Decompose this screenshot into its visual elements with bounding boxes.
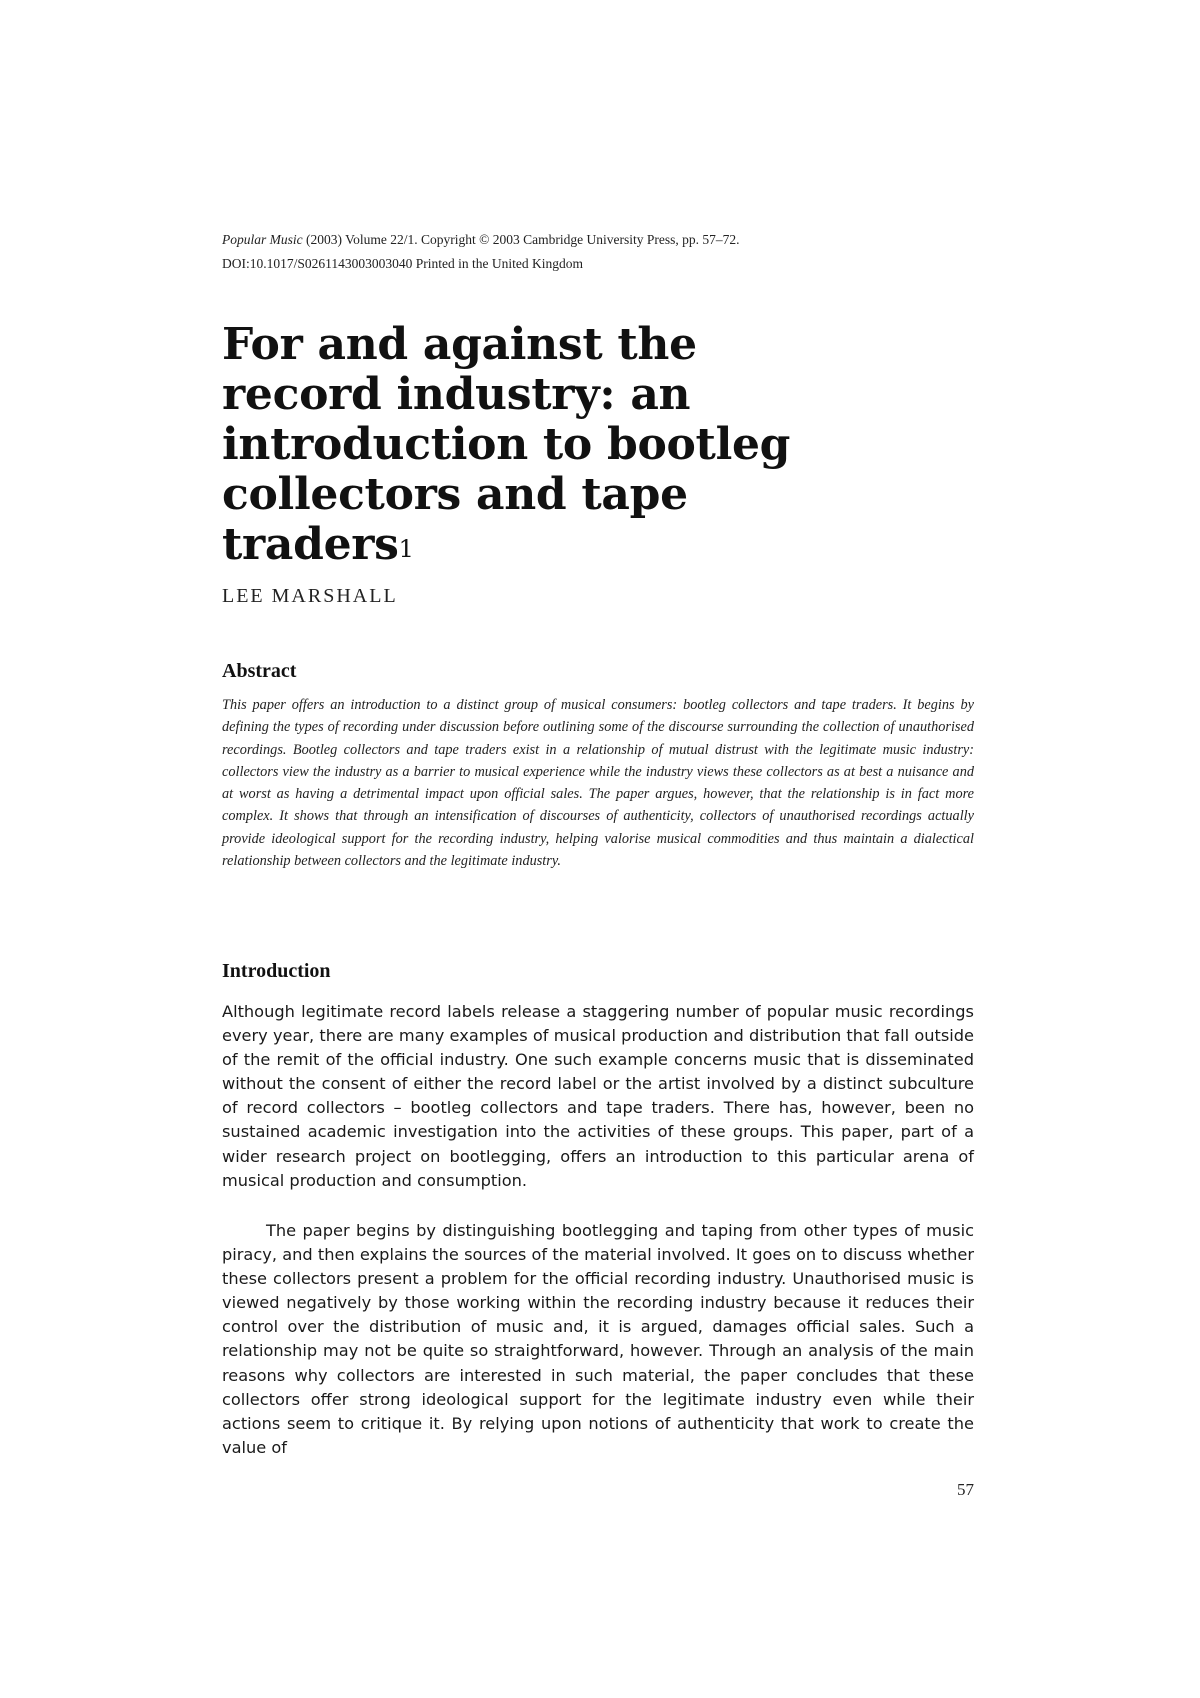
body-paragraph: The paper begins by distinguishing bootlegging and taping from other types of music piracy, and then explains the sources of the material involved. It goes on to discuss whether these collectors present a problem for the official recording industry. Unauthorised music is viewed negatively by those working within the recording industry because it reduces their control over the distribution of music and, it is argued, damages official sales. Such a relationship may not be quite so straightforward, however. Through an analysis of the main reasons why collectors are interested in such material, the paper concludes that these collectors offer strong ideological support for the legitimate industry even while their actions seem to critique it. By relying upon notions of authenticity that work to create the value of — [222, 1221, 974, 1457]
citation-line — [222, 228, 974, 252]
author-name: LEE MARSHALL — [222, 585, 398, 607]
journal-name: Popular Music — [222, 232, 303, 247]
journal-citation — [222, 228, 974, 276]
abstract-heading: Abstract — [222, 660, 297, 682]
article-title-text: For and against the record industry: an introduction to bootleg collectors and tape traders — [222, 319, 791, 570]
body-paragraph: Although legitimate record labels release a staggering number of popular music recordings every year, there are many examples of musical production and distribution that fall outside of the remit of the official industry. One such example concerns music that is disseminated without the consent of either the record label or the artist involved by a distinct subculture of record collectors – bootleg collectors and tape traders. There has, however, been no sustained academic investigation into the activities of these groups. This paper, part of a wider research project on bootlegging, offers an introduction to this particular arena of musical production and consumption. — [222, 1002, 974, 1190]
doi-line: DOI:10.1017/S0261143003003040 Printed in the United Kingdom — [222, 256, 583, 271]
title-footnote-marker[interactable]: 1 — [398, 535, 414, 563]
abstract-text: This paper offers an introduction to a distinct group of musical consumers: bootleg collectors and tape traders. It begins by defining the types of recording under discussion before outlining some of the discourse surrounding the collection of unauthorised recordings. Bootleg collectors and tape traders exist in a relationship of mutual distrust with the legitimate music industry: collectors view the industry as a barrier to musical experience while the industry views these collectors as at best a nuisance and at worst as having a detrimental impact upon official sales. The paper argues, however, that the relationship is in fact more complex. It shows that through an intensification of discourses of authenticity, collectors of unauthorised recordings actually provide ideological support for the recording industry, helping valorise musical commodities and thus maintain a dialectical relationship between collectors and the legitimate industry. — [222, 697, 974, 870]
article-title — [222, 320, 842, 570]
page-number: 57 — [957, 1480, 974, 1499]
introduction-heading: Introduction — [222, 960, 331, 982]
citation-details: (2003) Volume 22/1. Copyright © 2003 Cambridge University Press, pp. 57–72. — [302, 232, 740, 247]
